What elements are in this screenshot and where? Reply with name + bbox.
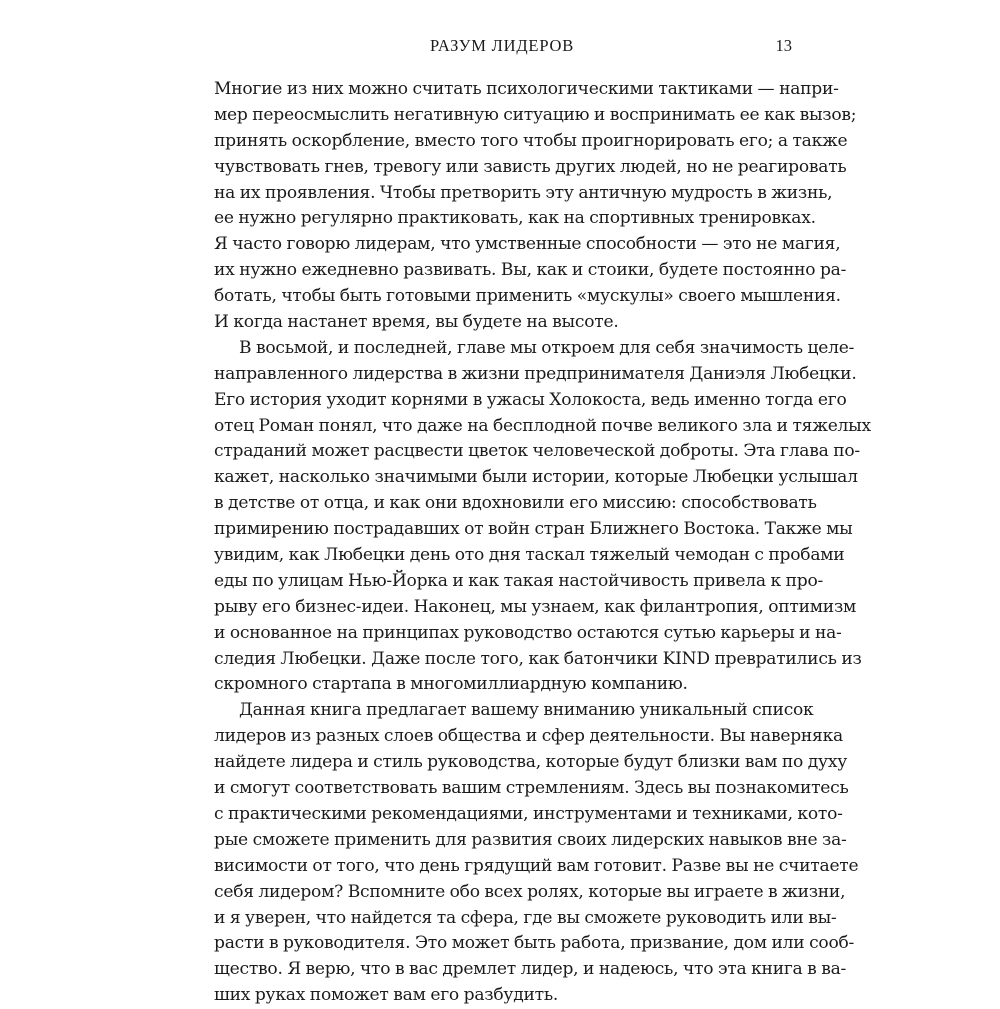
running-header [214, 36, 790, 56]
text-line: мер переосмыслить негативную ситуацию и воспринимать ее как вызов; [214, 104, 857, 125]
paragraph [214, 336, 871, 698]
text-line: в детстве от отца, и как они вдохновили его миссию: способствовать [214, 493, 817, 514]
text-line: Его история уходит корнями в ужасы Холокоста, ведь именно тогда его [214, 389, 847, 410]
text-line: себя лидером? Вспомните обо всех ролях, которые вы играете в жизни, [214, 881, 846, 902]
text-line: И когда настанет время, вы будете на высоте. [214, 312, 619, 333]
text-line: найдете лидера и стиль руководства, которые будут близки вам по духу [214, 752, 848, 773]
text-line: кажет, насколько значимыми были истории, которые Любецки услышал [214, 467, 858, 488]
text-line: висимости от того, что день грядущий вам готовит. Разве вы не считаете [214, 855, 859, 876]
text-line: следия Любецки. Даже после того, как батончики KIND превратились из [214, 648, 862, 669]
text-line: ботать, чтобы быть готовыми применить «мускулы» своего мышления. [214, 286, 841, 307]
text-line: с практическими рекомендациями, инструментами и техниками, кото- [214, 803, 843, 824]
text-line: и смогут соответствовать вашим стремлениям. Здесь вы познакомитесь [214, 778, 849, 799]
text-line: скромного стартапа в многомиллиардную компанию. [214, 674, 688, 695]
text-line: и основанное на принципах руководство остаются сутью карьеры и на- [214, 622, 842, 643]
text-line: Я часто говорю лидерам, что умственные способности — это не магия, [214, 234, 841, 255]
text-line: В восьмой, и последней, главе мы откроем для себя значимость целе- [239, 337, 855, 358]
text-line: и я уверен, что найдется та сфера, где вы сможете руководить или вы- [214, 907, 837, 928]
text-line: принять оскорбление, вместо того чтобы проигнорировать его; а также [214, 130, 848, 151]
text-line: чувствовать гнев, тревогу или зависть других людей, но не реагировать [214, 156, 847, 177]
text-line: их нужно ежедневно развивать. Вы, как и стоики, будете постоянно ра- [214, 260, 847, 281]
text-line: страданий может расцвести цветок человеческой доброты. Эта глава по- [214, 441, 860, 462]
text-line: еды по улицам Нью-Йорка и как такая настойчивость привела к про- [214, 570, 824, 591]
text-line: отец Роман понял, что даже на бесплодной почве великого зла и тяжелых [214, 415, 871, 436]
text-line: Многие из них можно считать психологическими тактиками — напри- [214, 79, 839, 99]
text-line: ших руках поможет вам его разбудить. [214, 985, 559, 1006]
text-line: увидим, как Любецки день ото дня таскал тяжелый чемодан с пробами [214, 545, 845, 566]
text-line: направленного лидерства в жизни предпринимателя Даниэля Любецки. [214, 363, 857, 384]
text-line: ее нужно регулярно практиковать, как на спортивных тренировках. [214, 208, 816, 229]
running-title: РАЗУМ ЛИДЕРОВ [429, 36, 575, 55]
text-line: примирению пострадавших от войн стран Ближнего Востока. Также мы [214, 519, 853, 540]
text-line: рые сможете применить для развития своих лидерских навыков вне за- [214, 829, 847, 850]
text-line: расти в руководителя. Это может быть работа, призвание, дом или сооб- [214, 933, 855, 954]
paragraph [214, 698, 859, 1009]
text-line: Данная книга предлагает вашему вниманию уникальный список [239, 700, 814, 721]
paragraph [214, 77, 857, 336]
text-line: щество. Я верю, что в вас дремлет лидер, и надеюсь, что эта книга в ва- [214, 959, 847, 980]
text-line: лидеров из разных слоев общества и сфер деятельности. Вы наверняка [214, 726, 843, 747]
page-number: 13 [775, 36, 792, 55]
text-line: рыву его бизнес-идеи. Наконец, мы узнаем, как филантропия, оптимизм [214, 596, 857, 617]
body-text [214, 77, 871, 1009]
text-line: на их проявления. Чтобы претворить эту античную мудрость в жизнь, [214, 182, 833, 203]
